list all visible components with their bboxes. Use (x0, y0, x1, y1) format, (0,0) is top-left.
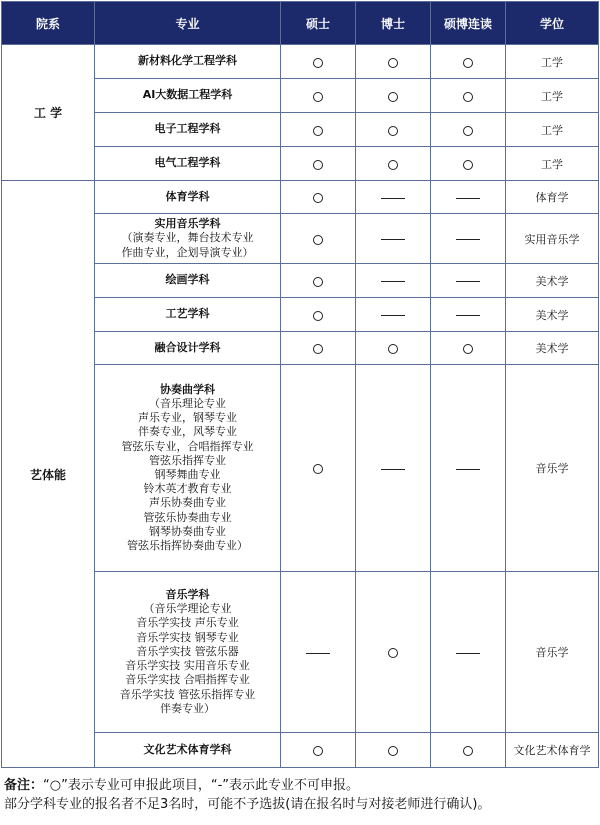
major-name: 协奏曲学科 (160, 382, 215, 396)
available-mark (463, 160, 473, 170)
remarks-line-1 (4, 776, 598, 795)
major-sub-line: （演奏专业，舞台技术专业 (121, 231, 254, 245)
major-sub-line: 音乐学实技 合唱指挥专业 (125, 673, 250, 687)
available-mark (313, 311, 323, 321)
cell-master (281, 181, 356, 214)
major-name: 文化艺术体育学科 (143, 742, 232, 756)
major-name: 融合设计学科 (154, 340, 221, 354)
cell-doctor (356, 298, 431, 332)
unavailable-mark (456, 281, 480, 282)
unavailable-mark (456, 469, 480, 470)
major-sub-line: （音乐学理论专业 (143, 602, 232, 616)
dept-engineering: 工 学 (2, 45, 95, 181)
unavailable-mark (456, 239, 480, 240)
major-name: 新材料化学工程学科 (138, 54, 237, 68)
available-mark (388, 160, 398, 170)
available-mark (313, 126, 323, 136)
major-sub-line: 管弦乐指挥专业 (149, 453, 226, 467)
cell-master (281, 572, 356, 733)
unavailable-mark (381, 469, 405, 470)
cell-doctor (356, 147, 431, 181)
cell-doctor (356, 572, 431, 733)
major-name: 音乐学科 (165, 588, 210, 602)
major-sub-line: 伴奏专业） (160, 701, 215, 715)
cell-combined (431, 79, 506, 113)
major-sub-line: 音乐学实技 实用音乐专业 (125, 659, 250, 673)
remarks-label: 备注： (4, 778, 44, 793)
cell-doctor (356, 45, 431, 79)
major-sub-line: 声乐专业，钢琴专业 (138, 411, 237, 425)
unavailable-mark (306, 653, 330, 654)
header-master: 硕士 (281, 2, 356, 45)
available-mark (388, 648, 398, 658)
unavailable-mark (456, 315, 480, 316)
cell-combined (431, 264, 506, 298)
remarks (4, 776, 598, 814)
header-degree: 学位 (506, 2, 599, 45)
header-row (2, 2, 599, 45)
cell-degree: 音乐学 (506, 365, 599, 572)
unavailable-mark (381, 281, 405, 282)
cell-combined (431, 45, 506, 79)
major-sub-line: 铃木英才教育专业 (143, 482, 232, 496)
cell-degree: 体育学 (506, 181, 599, 214)
remarks-text-1: “○”表示专业可申报此项目，“-”表示此专业不可申报。 (43, 778, 359, 793)
available-mark (313, 92, 323, 102)
major-sub-line: 音乐学实技 管弦乐器 (136, 644, 239, 658)
cell-doctor (356, 264, 431, 298)
major-name: 工艺学科 (165, 307, 210, 321)
cell-major (95, 79, 281, 113)
available-mark (313, 193, 323, 203)
cell-master (281, 332, 356, 365)
major-sub-line: 作曲专业，企划导演专业） (121, 245, 254, 259)
available-mark (313, 746, 323, 756)
cell-combined (431, 147, 506, 181)
cell-doctor (356, 181, 431, 214)
table-row (2, 181, 599, 214)
major-sub-line: 音乐学实技 声乐专业 (136, 616, 239, 630)
available-mark (388, 92, 398, 102)
cell-combined (431, 365, 506, 572)
unavailable-mark (456, 653, 480, 654)
header-combined: 硕博连读 (431, 2, 506, 45)
cell-combined (431, 332, 506, 365)
cell-major (95, 113, 281, 147)
cell-major (95, 298, 281, 332)
cell-master (281, 79, 356, 113)
unavailable-mark (381, 315, 405, 316)
cell-master (281, 264, 356, 298)
cell-degree: 美术学 (506, 264, 599, 298)
header-doctor: 博士 (356, 2, 431, 45)
cell-major (95, 147, 281, 181)
cell-master (281, 298, 356, 332)
available-mark (388, 58, 398, 68)
major-sub-line: 钢琴协奏曲专业 (149, 524, 226, 538)
programs-table (1, 1, 599, 768)
major-sub-line: 伴奏专业，风琴专业 (138, 425, 237, 439)
available-mark (313, 344, 323, 354)
cell-degree: 工学 (506, 45, 599, 79)
cell-major (95, 264, 281, 298)
cell-master (281, 147, 356, 181)
cell-combined (431, 113, 506, 147)
unavailable-mark (381, 198, 405, 199)
cell-doctor (356, 214, 431, 264)
cell-degree: 美术学 (506, 332, 599, 365)
cell-degree: 工学 (506, 79, 599, 113)
cell-degree: 音乐学 (506, 572, 599, 733)
cell-doctor (356, 79, 431, 113)
available-mark (313, 235, 323, 245)
available-mark (388, 344, 398, 354)
major-sub-line: 音乐学实技 钢琴专业 (136, 630, 239, 644)
cell-degree: 工学 (506, 147, 599, 181)
available-mark (463, 58, 473, 68)
available-mark (313, 160, 323, 170)
cell-major (95, 181, 281, 214)
cell-combined (431, 214, 506, 264)
cell-degree: 工学 (506, 113, 599, 147)
major-name: 绘画学科 (165, 273, 210, 287)
cell-major (95, 365, 281, 572)
available-mark (388, 746, 398, 756)
major-name: 电气工程学科 (154, 156, 221, 170)
header-major: 专业 (95, 2, 281, 45)
cell-combined (431, 181, 506, 214)
major-sub-line: 管弦乐指挥协奏曲专业） (127, 539, 248, 553)
remarks-line-2: 部分学科专业的报名者不足3名时，可能不予选拔(请在报名时与对接老师进行确认)。 (4, 797, 491, 812)
cell-combined (431, 572, 506, 733)
major-sub-line: 管弦乐协奏曲专业 (143, 510, 232, 524)
available-mark (463, 746, 473, 756)
cell-doctor (356, 113, 431, 147)
cell-combined (431, 733, 506, 768)
table-body (2, 45, 599, 768)
unavailable-mark (456, 198, 480, 199)
available-mark (313, 277, 323, 287)
available-mark (463, 92, 473, 102)
cell-combined (431, 298, 506, 332)
major-name: AI大数据工程学科 (142, 88, 233, 102)
major-sub-line: 管弦乐专业，合唱指挥专业 (121, 439, 254, 453)
table-row (2, 45, 599, 79)
cell-master (281, 113, 356, 147)
major-name: 实用音乐学科 (154, 217, 221, 231)
cell-degree: 美术学 (506, 298, 599, 332)
available-mark (388, 126, 398, 136)
header-dept: 院系 (2, 2, 95, 45)
cell-major (95, 45, 281, 79)
cell-degree: 实用音乐学 (506, 214, 599, 264)
cell-doctor (356, 332, 431, 365)
available-mark (313, 58, 323, 68)
cell-master (281, 733, 356, 768)
cell-doctor (356, 733, 431, 768)
available-mark (463, 126, 473, 136)
major-sub-line: 声乐协奏曲专业 (149, 496, 226, 510)
cell-major (95, 733, 281, 768)
cell-master (281, 45, 356, 79)
major-sub-line: 音乐学实技 管弦乐指挥专业 (119, 687, 256, 701)
unavailable-mark (381, 239, 405, 240)
major-sub-line: 钢琴舞曲专业 (154, 468, 221, 481)
major-name: 体育学科 (165, 189, 210, 203)
cell-doctor (356, 365, 431, 572)
cell-master (281, 214, 356, 264)
cell-master (281, 365, 356, 572)
cell-major (95, 572, 281, 733)
major-name: 电子工程学科 (154, 122, 221, 136)
dept-arts: 艺体能 (2, 181, 95, 768)
available-mark (463, 344, 473, 354)
major-sub-line: （音乐理论专业 (149, 396, 226, 410)
cell-degree: 文化艺术体育学 (506, 733, 599, 768)
cell-major (95, 332, 281, 365)
available-mark (313, 464, 323, 474)
cell-major (95, 214, 281, 264)
